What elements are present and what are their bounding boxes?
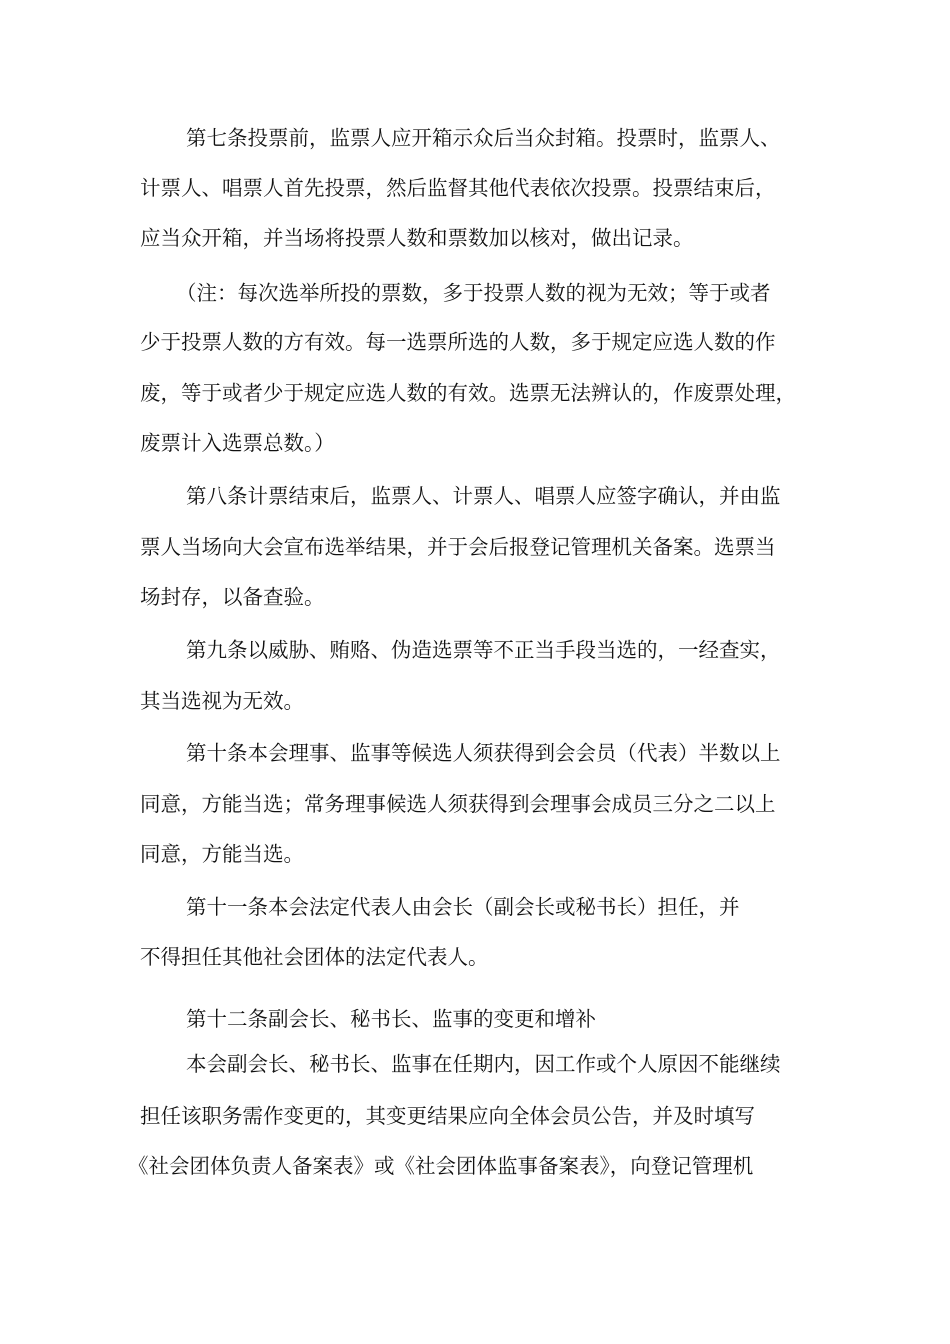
article-8-line-3: 场封存，以备查验。: [140, 585, 325, 609]
article-12-line-1: 本会副会长、秘书长、监事在任期内，因工作或个人原因不能继续: [186, 1052, 781, 1076]
article-8-line-2: 票人当场向大会宣布选举结果，并于会后报登记管理机关备案。选票当: [140, 535, 776, 559]
article-12-line-2: 担任该职务需作变更的，其变更结果应向全体会员公告，并及时填写: [140, 1104, 755, 1128]
note-line-3: 废，等于或者少于规定应选人数的有效。选票无法辨认的，作废票处理，: [140, 381, 796, 405]
article-8-line-1: 第八条计票结束后，监票人、计票人、唱票人应签字确认，并由监: [186, 484, 781, 508]
article-12-heading: 第十二条副会长、秘书长、监事的变更和增补: [186, 1007, 596, 1031]
article-10-line-2: 同意，方能当选；常务理事候选人须获得到会理事会成员三分之二以上: [140, 792, 776, 816]
note-line-2: 少于投票人数的方有效。每一选票所选的人数，多于规定应选人数的作: [140, 330, 776, 354]
article-9-line-1: 第九条以威胁、贿赂、伪造选票等不正当手段当选的，一经查实，: [186, 638, 781, 662]
note-line-1: （注：每次选举所投的票数，多于投票人数的视为无效；等于或者: [176, 281, 771, 305]
note-line-4: 废票计入选票总数。）: [140, 431, 335, 455]
article-7-line-2: 计票人、唱票人首先投票，然后监督其他代表依次投票。投票结束后，: [140, 176, 776, 200]
article-11-line-2: 不得担任其他社会团体的法定代表人。: [140, 945, 489, 969]
article-12-line-3: 《社会团体负责人备案表》或《社会团体监事备案表》，向登记管理机: [128, 1154, 754, 1178]
article-9-line-2: 其当选视为无效。: [140, 689, 304, 713]
article-7-line-1: 第七条投票前，监票人应开箱示众后当众封箱。投票时，监票人、: [186, 126, 781, 150]
article-7-line-3: 应当众开箱，并当场将投票人数和票数加以核对，做出记录。: [140, 226, 694, 250]
article-10-line-3: 同意，方能当选。: [140, 842, 304, 866]
article-11-line-1: 第十一条本会法定代表人由会长（副会长或秘书长）担任，并: [186, 895, 740, 919]
article-10-line-1: 第十条本会理事、监事等候选人须获得到会会员（代表）半数以上: [186, 741, 781, 765]
